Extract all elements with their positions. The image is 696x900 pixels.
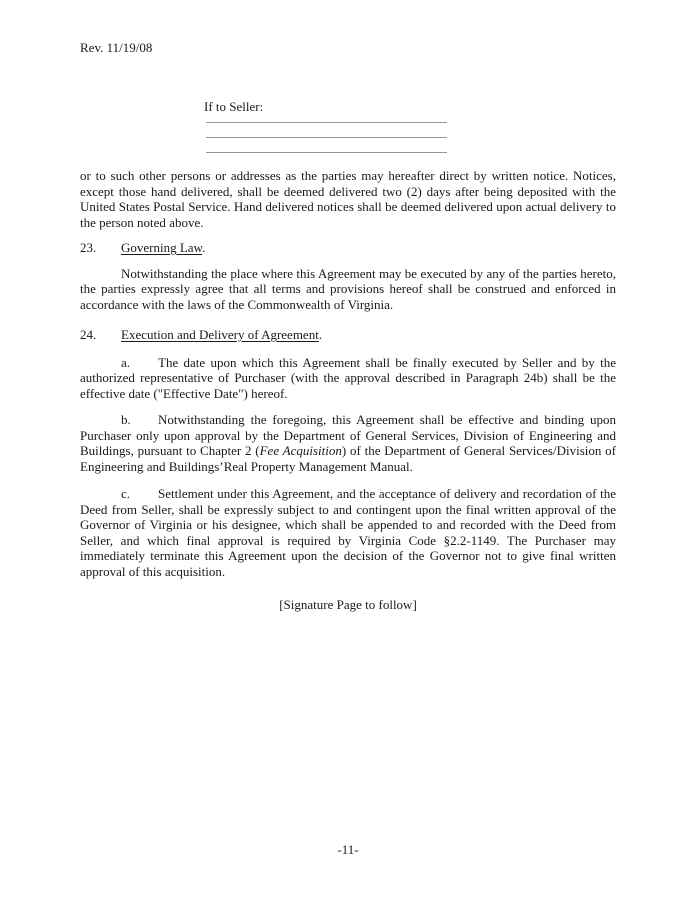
subsection-c-paragraph (80, 486, 616, 579)
section-24-title-text: Execution and Delivery of Agreement (121, 327, 319, 342)
address-blank-line (206, 123, 447, 138)
revision-label: Rev. 11/19/08 (80, 40, 153, 55)
subsection-a-paragraph (80, 355, 616, 402)
subsection-a-text: The date upon which this Agreement shall be finally executed by Seller and by the authorized representative of Purchaser (with the approval described in Paragraph 24b) shall be the effective date ("Effective Date") hereof. (80, 354, 616, 401)
section-23-title-text: Governing Law (121, 240, 203, 255)
section-23-title (121, 240, 205, 255)
page-number: -11- (337, 841, 359, 857)
subsection-c-text: Settlement under this Agreement, and the acceptance of delivery and recordation of the Deed from Seller, shall be expressly subject to and contingent upon the final written approval of the Governor of Virginia or his designee, which shall be appended to and recorded with the Deed from Seller, and which final approval is required by Virginia Code §2.2-1149. The Purchaser may immediately terminate this Agreement upon the decision of the Governor not to give final written approval of this acquisition. (80, 486, 616, 579)
address-blank-line (206, 114, 447, 123)
subsection-c-letter: c. (121, 486, 131, 501)
section-24-title (121, 327, 322, 342)
section-24-number: 24. (80, 327, 97, 342)
address-blank-line (206, 138, 447, 153)
subsection-b-italic-term: Fee Acquisition (259, 443, 342, 458)
notice-recipient-label: If to Seller: (204, 98, 264, 114)
section-24-heading (80, 327, 616, 343)
section-23-body: Notwithstanding the place where this Agreement may be executed by any of the parties hereto, the parties expressly agree that all terms and provisions hereof shall be construed and enforced in accordance with the laws of the Commonwealth of Virginia. (80, 265, 616, 312)
section-23-number: 23. (80, 240, 97, 255)
signature-page-note: [Signature Page to follow] (279, 597, 417, 612)
notices-continuation-paragraph: or to such other persons or addresses as the parties may hereafter direct by written notice. Notices, except those hand delivered, shall be deemed delivered two (2) days after being deposited with the United States Postal Service. Hand delivered notices shall be deemed delivered upon actual delivery to the person noted above. (80, 168, 616, 230)
section-23-title-period: . (202, 240, 206, 255)
subsection-b-text-before: Notwithstanding the foregoing, this Agreement shall be effective and binding upon Purchaser only upon approval by the Department of General Services, Division of Engineering and Buildings, pursuant to Chapter 2 ( (80, 412, 616, 458)
subsection-b-paragraph (80, 412, 616, 474)
section-23-heading (80, 240, 616, 256)
subsection-b-letter: b. (121, 412, 131, 427)
subsection-a-letter: a. (121, 354, 131, 370)
subsection-b-text-after: ) of the Department of General Services/Division of Engineering and Buildings’Real Property Management Manual. (80, 443, 616, 474)
address-blank-lines (206, 114, 447, 153)
section-24-title-period: . (318, 327, 323, 342)
